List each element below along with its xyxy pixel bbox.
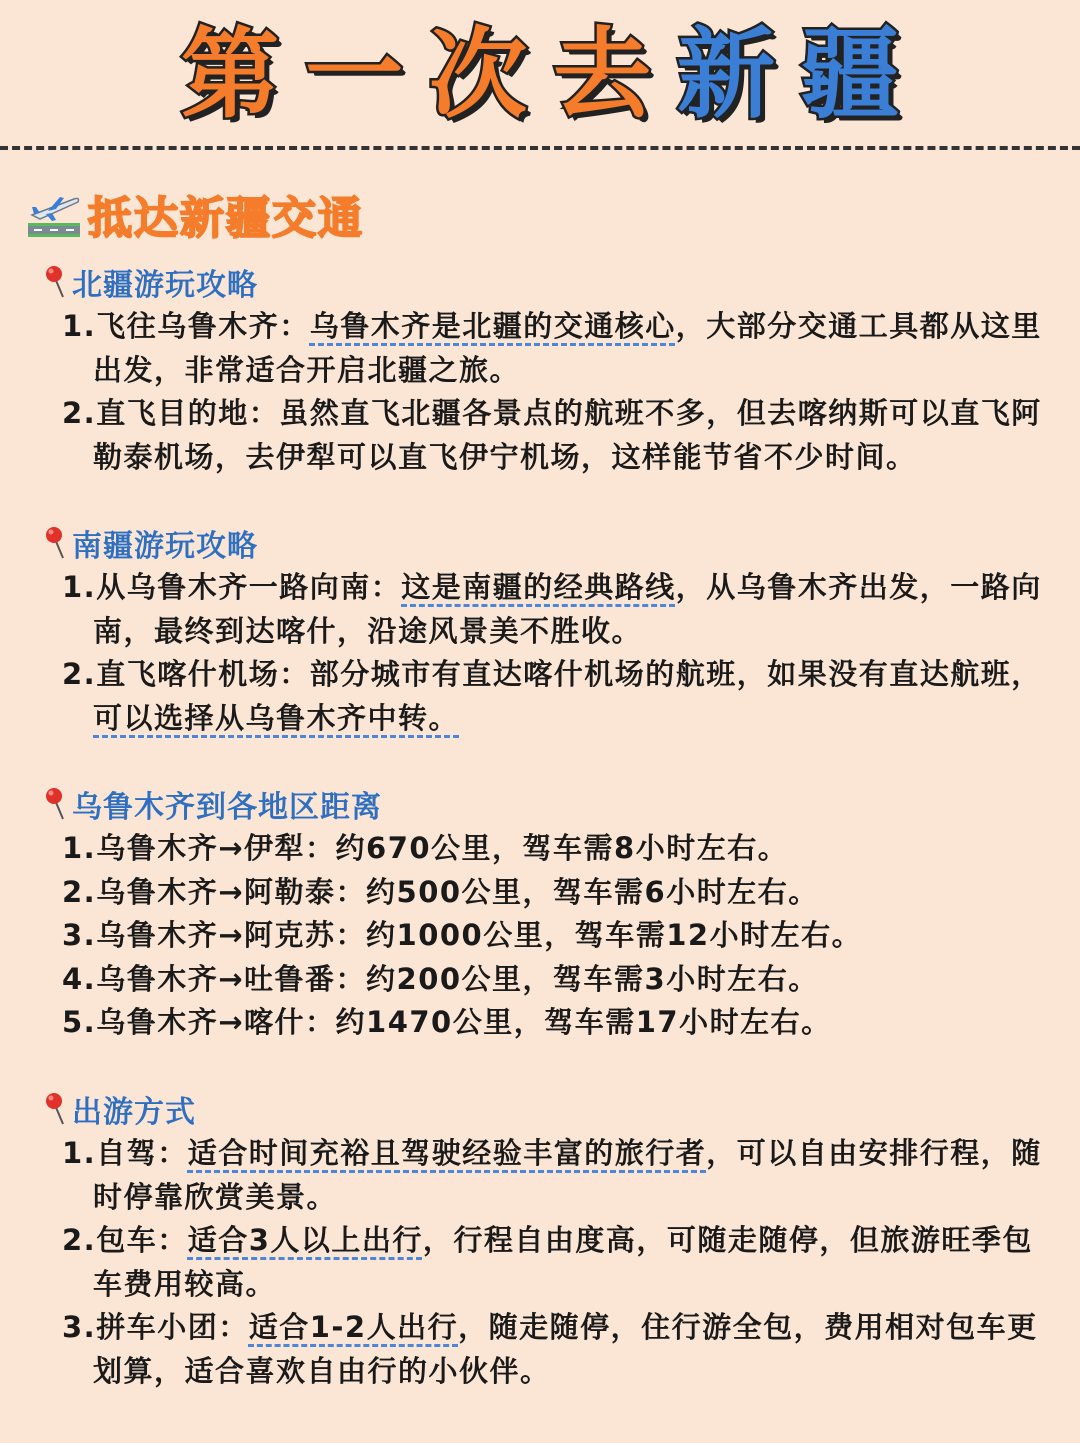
list-item: 1.自驾：适合时间充裕且驾驶经验丰富的旅行者，可以自由安排行程，随时停靠欣赏美景。 xyxy=(62,1136,1042,1214)
title-char: 一 xyxy=(304,18,403,132)
list-item: 5.乌鲁木齐→喀什：约1470公里，驾车需17小时左右。 xyxy=(62,1005,832,1039)
list-item: 1.乌鲁木齐→伊犁：约670公里，驾车需8小时左右。 xyxy=(62,831,789,865)
section-title: 抵达新疆交通 xyxy=(88,193,364,244)
airplane-departure-icon xyxy=(26,189,82,239)
title-char: 疆 xyxy=(801,18,900,132)
round-pushpin-icon xyxy=(44,786,68,822)
section-south-xinjiang xyxy=(44,523,1054,740)
subhead xyxy=(44,523,1054,563)
subtitle: 北疆游玩攻略 xyxy=(72,268,258,303)
list-item: 1.飞往乌鲁木齐：乌鲁木齐是北疆的交通核心，大部分交通工具都从这里出发，非常适合开启北疆之旅。 xyxy=(62,309,1042,387)
round-pushpin-icon xyxy=(44,525,68,561)
list-item: 2.直飞目的地：虽然直飞北疆各景点的航班不多，但去喀纳斯可以直飞阿勒泰机场，去伊犁可以直飞伊宁机场，这样能节省不少时间。 xyxy=(62,396,1042,474)
section-distances xyxy=(44,784,1054,1045)
title-char: 新 xyxy=(677,18,776,132)
subtitle: 南疆游玩攻略 xyxy=(72,529,258,564)
round-pushpin-icon xyxy=(44,1091,68,1127)
page-title xyxy=(0,20,1080,130)
title-char: 次 xyxy=(428,18,527,132)
section-travel-modes xyxy=(44,1089,1054,1393)
subtitle: 乌鲁木齐到各地区距离 xyxy=(72,790,382,825)
subhead xyxy=(44,784,1054,824)
list-item: 2.直飞喀什机场：部分城市有直达喀什机场的航班，如果没有直达航班，可以选择从乌鲁木齐中转。 xyxy=(62,657,1042,735)
section-header xyxy=(26,186,364,242)
list-item: 1.从乌鲁木齐一路向南：这是南疆的经典路线，从乌鲁木齐出发，一路向南，最终到达喀什，沿途风景美不胜收。 xyxy=(62,570,1042,648)
list-item: 2.包车：适合3人以上出行，行程自由度高，可随走随停，但旅游旺季包车费用较高。 xyxy=(62,1223,1033,1301)
subhead xyxy=(44,262,1054,302)
list-item: 4.乌鲁木齐→吐鲁番：约200公里，驾车需3小时左右。 xyxy=(62,961,819,996)
section-north-xinjiang xyxy=(44,262,1054,479)
title-char: 去 xyxy=(553,18,652,132)
list-item: 3.乌鲁木齐→阿克苏：约1000公里，驾车需12小时左右。 xyxy=(62,918,863,952)
list-item: 3.拼车小团：适合1-2人出行，随走随停，住行游全包，费用相对包车更划算，适合喜欢自由行的小伙伴。 xyxy=(62,1310,1038,1388)
subhead xyxy=(44,1089,1054,1129)
round-pushpin-icon xyxy=(44,264,68,300)
dashed-divider xyxy=(0,146,1080,150)
title-char: 第 xyxy=(180,18,279,132)
list-item: 2.乌鲁木齐→阿勒泰：约500公里，驾车需6小时左右。 xyxy=(62,874,819,909)
subtitle: 出游方式 xyxy=(72,1095,196,1130)
